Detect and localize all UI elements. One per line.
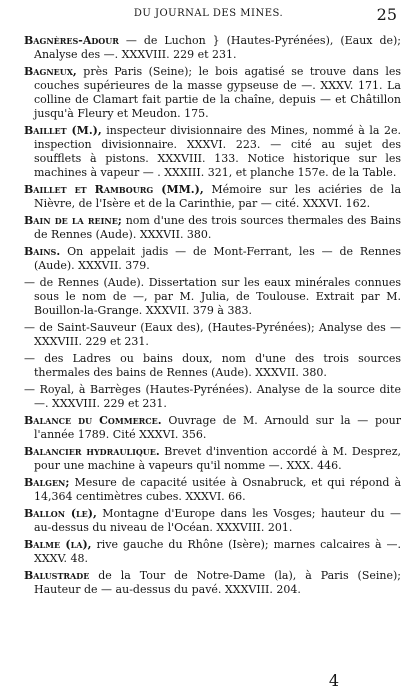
index-entry <box>24 124 401 180</box>
entry-text: — Royal, à Barrèges (Hautes-Pyrénées). Analyse de la source dite —. XXXVIII. 229 et 231. <box>24 383 401 410</box>
entry-heading: Baillet (M.), <box>24 124 102 137</box>
entry-heading: Baillet et Rambourg (MM.), <box>24 183 204 196</box>
index-entry <box>24 352 401 380</box>
index-entry <box>24 276 401 318</box>
entry-heading: Bagneux, <box>24 65 77 78</box>
entry-text: Brevet d'invention accordé à M. Desprez, pour une machine à vapeurs qu'il nomme —. XXX. 446. <box>34 445 401 472</box>
index-entry <box>24 245 401 273</box>
running-title: DU JOURNAL DES MINES. <box>133 8 284 19</box>
entry-text: de la Tour de Notre-Dame (la), à Paris (Seine); Hauteur de — au-dessus du pavé. XXXVIII. 204. <box>34 569 401 596</box>
entry-heading: Balgen; <box>24 476 70 489</box>
entry-text: — de Rennes (Aude). Dissertation sur les eaux minérales connues sous le nom de —, par M. Julia, de Toulouse. Extrait par M. Bouillon-la-Grange. XXXVII. 379 à 383. <box>24 276 401 317</box>
entry-text: inspecteur divisionnaire des Mines, nommé à la 2e. inspection divisionnaire. XXXVI. 223. — cité au sujet des soufflets à pistons. XXXVIII. 133. Notice historique sur les machines à vapeur — . XXXIII. 321, et planche 157e. de la Table. <box>34 124 402 179</box>
entry-heading: Balancier hydraulique. <box>24 445 160 458</box>
entry-text: Mémoire sur les aciéries de la Nièvre, de l'Isère et de la Carinthie, par — cité. XXXVI. 162. <box>34 183 402 210</box>
index-entry <box>24 321 401 349</box>
index-entry <box>24 214 401 242</box>
entry-heading: Bagnères-Adour <box>24 34 119 47</box>
page-number: 25 <box>376 5 397 24</box>
signature-mark: 4 <box>328 671 339 690</box>
index-entries <box>24 34 401 600</box>
index-entry <box>24 569 401 597</box>
entry-heading: Balance du Commerce. <box>24 414 162 427</box>
entry-text: Montagne d'Europe dans les Vosges; hauteur du — au-dessus du niveau de l'Océan. XXXVIII. 201. <box>34 507 402 534</box>
entry-text: — des Ladres ou bains doux, nom d'une des trois sources thermales des bains de Rennes (Aude). XXXVII. 380. <box>24 352 401 379</box>
entry-text: — de Luchon } (Hautes-Pyrénées), (Eaux de); Analyse des —. XXXVIII. 229 et 231. <box>34 34 402 61</box>
entry-text: — de Saint-Sauveur (Eaux des), (Hautes-Pyrénées); Analyse des — XXXVIII. 229 et 231. <box>24 321 401 348</box>
entry-heading: Bain de la reine; <box>24 214 122 227</box>
index-entry <box>24 414 401 442</box>
index-entry <box>24 183 401 211</box>
index-entry <box>24 65 401 121</box>
index-entry <box>24 445 401 473</box>
index-entry <box>24 538 401 566</box>
entry-text: Mesure de capacité usitée à Osnabruck, et qui répond à 14,364 centimètres cubes. XXXVI. 66. <box>34 476 402 503</box>
entry-text: près Paris (Seine); le bois agatisé se trouve dans les couches supérieures de la masse gypseuse de —. XXXV. 171. La colline de Clamart fait partie de la chaîne, depuis — et Châtillon jusqu'à Fleury et Meudon. 175. <box>34 65 401 120</box>
index-entry <box>24 476 401 504</box>
entry-text: nom d'une des trois sources thermales des Bains de Rennes (Aude). XXXVII. 380. <box>34 214 402 241</box>
entry-text: On appelait jadis — de Mont-Ferrant, les — de Rennes (Aude). XXXVII. 379. <box>34 245 402 272</box>
entry-heading: Balme (la), <box>24 538 92 551</box>
page-header <box>0 5 417 24</box>
index-entry <box>24 507 401 535</box>
index-entry <box>24 383 401 411</box>
entry-text: rive gauche du Rhône (Isère); marnes calcaires à —. XXXV. 48. <box>34 538 402 565</box>
entry-text: Ouvrage de M. Arnould sur la — pour l'année 1789. Cité XXXVI. 356. <box>34 414 401 441</box>
entry-heading: Balustrade <box>24 569 90 582</box>
entry-heading: Ballon (le), <box>24 507 97 520</box>
entry-heading: Bains. <box>24 245 61 258</box>
index-entry <box>24 34 401 62</box>
